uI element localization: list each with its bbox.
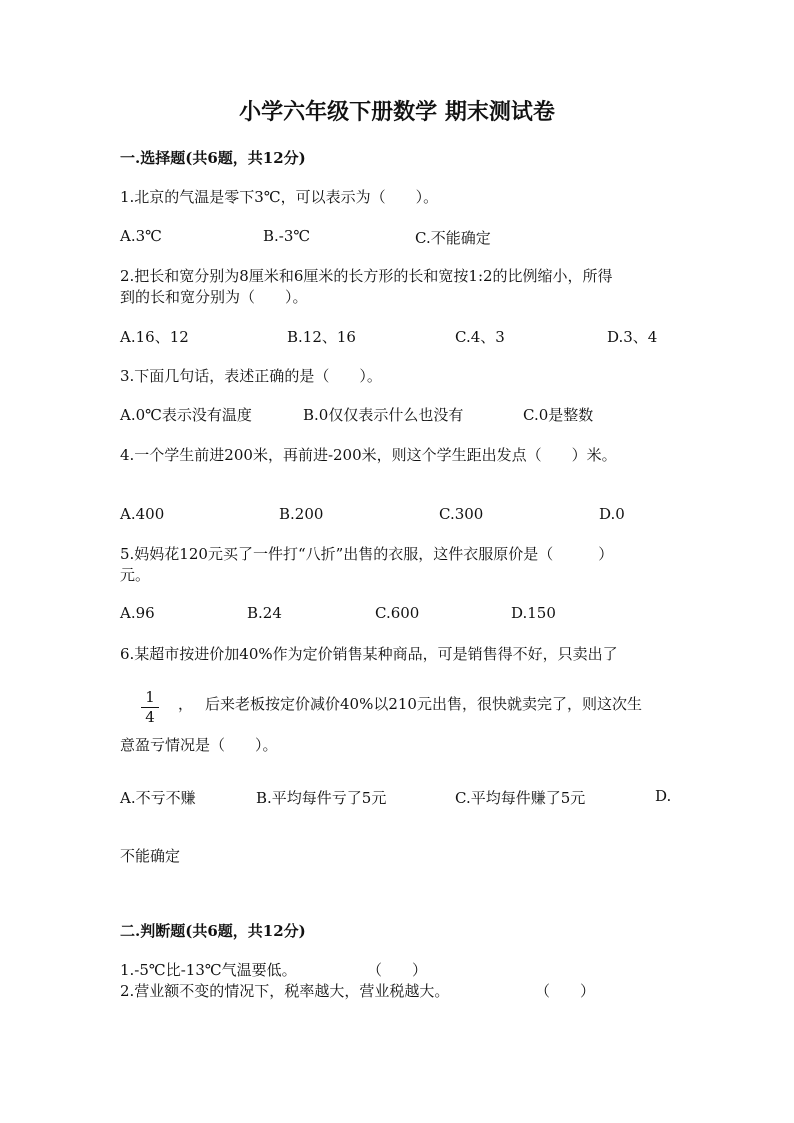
q6-option-b: B.平均每件亏了5元	[256, 789, 387, 807]
fraction-one-quarter	[141, 689, 159, 726]
q6-option-c: C.平均每件赚了5元	[455, 789, 586, 807]
q1-option-a: A.3℃	[120, 227, 162, 245]
section-1-heading: 一.选择题(共6题，共12分)	[120, 149, 306, 167]
question-1: 1.北京的气温是零下3℃，可以表示为（ ）。	[120, 188, 439, 206]
question-6-line-1: 6.某超市按进价加40%作为定价销售某种商品，可是销售得不好，只卖出了	[120, 645, 618, 663]
q3-option-c: C.0是整数	[523, 406, 594, 424]
q4-option-a: A.400	[120, 505, 165, 523]
judge-question-1: 1.-5℃比-13℃气温要低。	[120, 961, 297, 979]
q2-option-b: B.12、16	[287, 328, 356, 346]
q2-option-c: C.4、3	[455, 328, 505, 346]
q2-option-a: A.16、12	[120, 328, 189, 346]
question-6-line-3: 意盈亏情况是（ ）。	[120, 736, 278, 754]
q6-option-a: A.不亏不赚	[120, 789, 196, 807]
question-6-line-2: 后来老板按定价减价40%以210元出售，很快就卖完了，则这次生	[205, 695, 642, 713]
q3-option-a: A.0℃表示没有温度	[120, 406, 252, 424]
q3-option-b: B.0仅仅表示什么也没有	[303, 406, 464, 424]
q2-option-d: D.3、4	[607, 328, 658, 346]
judge-question-2-blank[interactable]: （ ）	[535, 982, 596, 1000]
page-title: 小学六年级下册数学 期末测试卷	[239, 99, 555, 125]
q5-option-b: B.24	[247, 604, 282, 622]
q4-option-b: B.200	[279, 505, 324, 523]
question-2-line-1: 2.把长和宽分别为8厘米和6厘米的长方形的长和宽按1:2的比例缩小，所得	[120, 267, 613, 285]
q6-option-d-continued: 不能确定	[120, 847, 181, 865]
judge-question-2: 2.营业额不变的情况下，税率越大，营业税越大。	[120, 982, 450, 1000]
q1-option-c: C.不能确定	[415, 229, 491, 247]
q5-option-c: C.600	[375, 604, 420, 622]
fraction-numerator: 1	[145, 688, 155, 706]
q6-option-d: D.	[655, 787, 672, 805]
question-6-comma: ，	[178, 695, 194, 713]
section-2-heading: 二.判断题(共6题，共12分)	[120, 922, 306, 940]
q4-option-d: D.0	[599, 505, 625, 523]
q5-option-a: A.96	[120, 604, 155, 622]
question-4: 4.一个学生前进200米，再前进-200米，则这个学生距出发点（ ）米。	[120, 446, 617, 464]
fraction-denominator: 4	[145, 708, 155, 726]
question-2-line-2: 到的长和宽分别为（ ）。	[120, 288, 308, 306]
question-5-line-1: 5.妈妈花120元买了一件打“八折”出售的衣服，这件衣服原价是（ ）	[120, 545, 614, 563]
q1-option-b: B.-3℃	[263, 227, 311, 245]
q5-option-d: D.150	[511, 604, 556, 622]
question-5-line-2: 元。	[120, 566, 151, 584]
q4-option-c: C.300	[439, 505, 484, 523]
judge-question-1-blank[interactable]: （ ）	[367, 961, 428, 979]
question-3: 3.下面几句话，表述正确的是（ ）。	[120, 367, 382, 385]
